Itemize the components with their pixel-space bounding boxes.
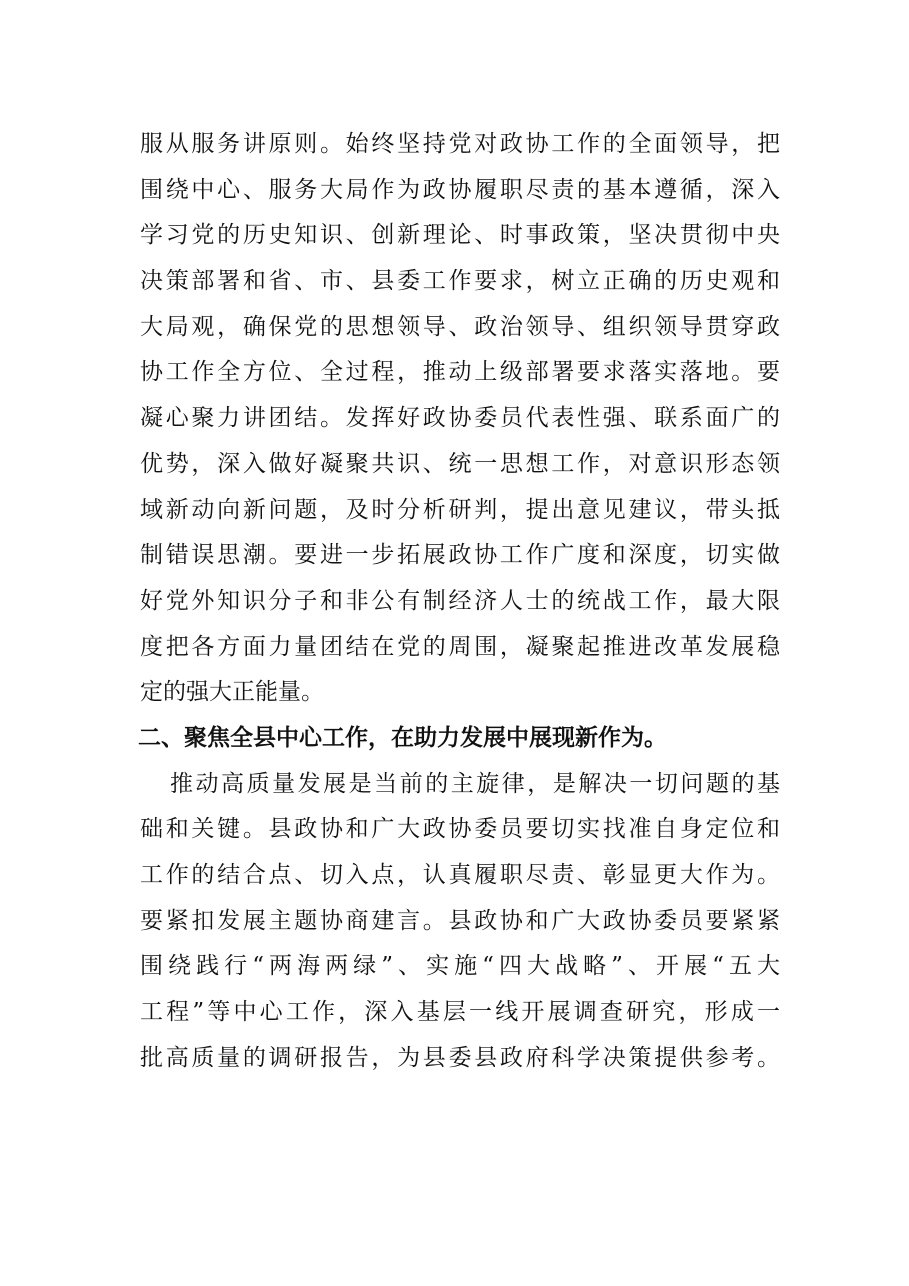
text-line: 凝心聚力讲团结。发挥好政协委员代表性强、联系面广的 [140,405,780,432]
text-line: 制错误思潮。要进一步拓展政协工作广度和深度，切实做 [140,542,780,569]
text-line: 优势，深入做好凝聚共识、统一思想工作，对意识形态领 [140,450,780,477]
text-line: 要紧扣发展主题协商建言。县政协和广大政协委员要紧紧 [140,907,780,934]
text-line: 围绕践行“两海两绿”、实施“四大战略”、开展“五大 [140,953,780,980]
text-line: 推动高质量发展是当前的主旋律，是解决一切问题的基 [170,770,780,797]
text-line: 工程”等中心工作，深入基层一线开展调查研究，形成一 [140,999,780,1026]
section-heading: 二、聚焦全县中心工作，在助力发展中展现新作为。 [138,724,667,751]
text-line: 础和关键。县政协和广大政协委员要切实找准自身定位和 [140,816,780,843]
text-line: 好党外知识分子和非公有制经济人士的统战工作，最大限 [140,587,780,614]
paragraph-section-two [140,762,780,1082]
text-line: 定的强大正能量。 [140,679,324,706]
text-line: 工作的结合点、切入点，认真履职尽责、彰显更大作为。 [140,862,780,888]
text-line: 协工作全方位、全过程，推动上级部署要求落实落地。要 [140,359,780,386]
paragraph-continuation [140,122,780,716]
text-line: 大局观，确保党的思想领导、政治领导、组织领导贯穿政 [140,313,780,340]
text-line: 学习党的历史知识、创新理论、时事政策，坚决贯彻中央 [140,222,780,249]
text-line: 批高质量的调研报告，为县委县政府科学决策提供参考。 [140,1044,780,1071]
text-line: 域新动向新问题，及时分析研判，提出意见建议，带头抵 [140,496,780,523]
document-body [140,122,780,1081]
text-line: 服从服务讲原则。始终坚持党对政协工作的全面领导，把 [140,131,780,157]
text-line: 度把各方面力量团结在党的周围，凝聚起推进改革发展稳 [140,633,780,660]
text-line: 决策部署和省、市、县委工作要求，树立正确的历史观和 [140,268,780,295]
text-line: 围绕中心、服务大局作为政协履职尽责的基本遵循，深入 [140,176,780,203]
